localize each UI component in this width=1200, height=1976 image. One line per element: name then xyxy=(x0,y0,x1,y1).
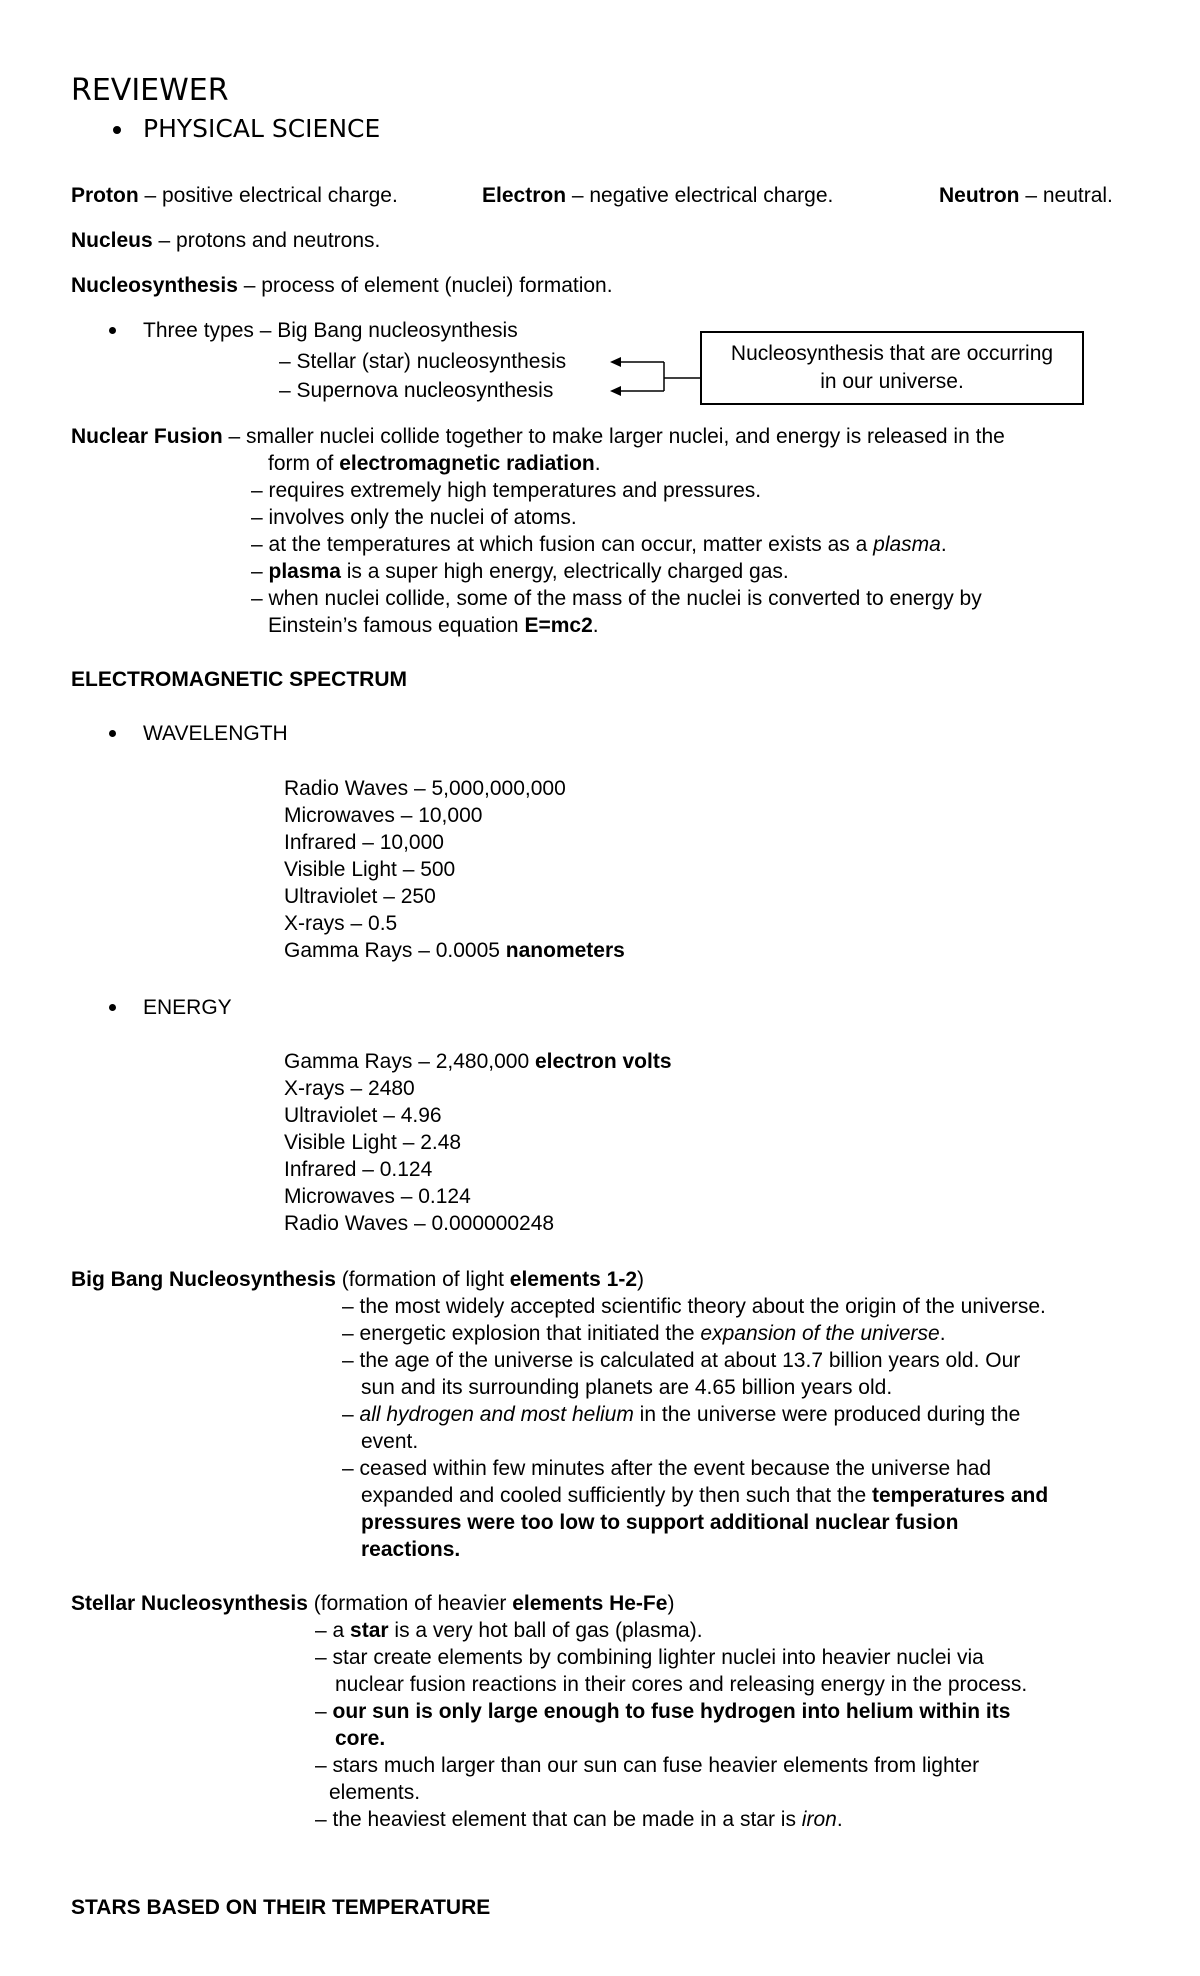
fusion-text-1: – smaller nuclei collide together to make larger nuclei, and energy is released in the xyxy=(222,425,1005,448)
bigbang-line-9: pressures were too low to support additional nuclear fusion xyxy=(361,1511,959,1534)
energy-item-first xyxy=(284,1048,672,1075)
stellar-line-8 xyxy=(315,1806,843,1833)
electron-term: Electron xyxy=(482,184,567,207)
fusion-line-8 xyxy=(268,612,599,639)
stellar-paren-a: (formation of heavier xyxy=(307,1592,513,1615)
fusion-text-5b: plasma xyxy=(873,533,941,556)
bigbang-text-5b: all hydrogen and most helium xyxy=(359,1403,634,1426)
bigbang-text-5a: – xyxy=(342,1403,360,1426)
bigbang-term: Big Bang Nucleosynthesis xyxy=(71,1268,336,1291)
types-line-stellar: – Stellar (star) nucleosynthesis xyxy=(279,350,567,373)
bigbang-line-10: reactions. xyxy=(361,1538,461,1561)
bullet-icon xyxy=(109,327,116,334)
wavelength-unit: nanometers xyxy=(505,939,625,962)
stellar-text-1c: is a very hot ball of gas (plasma). xyxy=(388,1619,703,1642)
energy-item: Ultraviolet – 4.96 xyxy=(284,1104,442,1127)
stellar-line-4 xyxy=(315,1698,1010,1725)
fusion-text-5c: . xyxy=(940,533,947,556)
fusion-text-8b: E=mc2 xyxy=(524,614,593,637)
fusion-text-2b: electromagnetic radiation xyxy=(339,452,595,475)
callout-line-2: in our universe. xyxy=(820,370,964,393)
stellar-line-1 xyxy=(315,1617,703,1644)
fusion-text-5a: – at the temperatures at which fusion can occur, matter exists as a xyxy=(251,533,874,556)
wavelength-item: Visible Light – 500 xyxy=(284,858,456,881)
wavelength-list xyxy=(284,775,625,964)
bigbang-line-2 xyxy=(342,1320,946,1347)
types-line-supernova: – Supernova nucleosynthesis xyxy=(279,379,554,402)
bullet-icon xyxy=(113,126,121,134)
nucleosynthesis-text: – process of element (nuclei) formation. xyxy=(237,274,613,297)
bigbang-text-2c: . xyxy=(939,1322,946,1345)
energy-label: ENERGY xyxy=(143,996,232,1019)
stellar-text-1b: star xyxy=(350,1619,389,1642)
bigbang-line-7: – ceased within few minutes after the event because the universe had xyxy=(342,1457,992,1480)
bigbang-line-1: – the most widely accepted scientific theory about the origin of the universe. xyxy=(342,1295,1046,1318)
nucleosynthesis-term: Nucleosynthesis xyxy=(71,274,238,297)
stellar-text-1a: – a xyxy=(315,1619,351,1642)
fusion-line-7: – when nuclei collide, some of the mass of the nuclei is converted to energy by xyxy=(251,587,982,610)
fusion-text-6b: plasma xyxy=(268,560,341,583)
bigbang-line-8 xyxy=(361,1482,1048,1509)
stellar-paren-c: ) xyxy=(667,1592,675,1615)
fusion-text-2c: . xyxy=(594,452,601,475)
proton-definition xyxy=(71,182,398,209)
energy-item: Radio Waves – 0.000000248 xyxy=(284,1212,555,1235)
callout-connector xyxy=(600,350,710,400)
stellar-text-4a: – xyxy=(315,1700,333,1723)
bullet-icon xyxy=(109,730,116,737)
fusion-line-4: – involves only the nuclei of atoms. xyxy=(251,506,577,529)
bigbang-text-5c: in the universe were produced during the xyxy=(633,1403,1021,1426)
electron-definition xyxy=(482,182,833,209)
bigbang-text-8b: temperatures and xyxy=(871,1484,1049,1507)
stellar-line-5: core. xyxy=(335,1727,386,1750)
arrow-head-supernova xyxy=(610,386,621,396)
neutron-term: Neutron xyxy=(939,184,1020,207)
proton-text: – positive electrical charge. xyxy=(138,184,398,207)
stellar-text-8a: – the heaviest element that can be made in a star is xyxy=(315,1808,802,1831)
wavelength-item: Ultraviolet – 250 xyxy=(284,885,436,908)
callout-box xyxy=(700,331,1084,405)
bigbang-line-5 xyxy=(342,1401,1020,1428)
bigbang-line-4: sun and its surrounding planets are 4.65 billion years old. xyxy=(361,1376,893,1399)
energy-item: Visible Light – 2.48 xyxy=(284,1131,462,1154)
nucleus-definition xyxy=(71,227,380,254)
wavelength-gamma: Gamma Rays – 0.0005 xyxy=(284,939,506,962)
neutron-text: – neutral. xyxy=(1019,184,1113,207)
neutron-definition xyxy=(939,182,1113,209)
stellar-line-7: elements. xyxy=(329,1781,421,1804)
fusion-text-8c: . xyxy=(592,614,599,637)
arrow-head-stellar xyxy=(610,357,621,367)
fusion-line-1 xyxy=(71,423,1005,450)
wavelength-item: X-rays – 0.5 xyxy=(284,912,398,935)
stellar-line-2: – star create elements by combining lighter nuclei into heavier nuclei via xyxy=(315,1646,984,1669)
subject-heading: PHYSICAL SCIENCE xyxy=(143,114,381,143)
stars-temperature-heading: STARS BASED ON THEIR TEMPERATURE xyxy=(71,1896,491,1919)
fusion-line-2 xyxy=(268,450,601,477)
wavelength-item: Infrared – 10,000 xyxy=(284,831,444,854)
bullet-icon xyxy=(109,1004,116,1011)
stellar-text-8c: . xyxy=(836,1808,843,1831)
energy-item: Microwaves – 0.124 xyxy=(284,1185,471,1208)
stellar-text-4b: our sun is only large enough to fuse hydrogen into helium within its xyxy=(332,1700,1011,1723)
stellar-text-8b: iron xyxy=(801,1808,837,1831)
bigbang-text-2b: expansion of the universe xyxy=(700,1322,940,1345)
bigbang-paren-c: ) xyxy=(637,1268,645,1291)
em-heading: ELECTROMAGNETIC SPECTRUM xyxy=(71,668,407,691)
energy-unit: electron volts xyxy=(534,1050,672,1073)
bigbang-heading xyxy=(71,1266,644,1293)
energy-item: X-rays – 2480 xyxy=(284,1077,415,1100)
fusion-term: Nuclear Fusion xyxy=(71,425,223,448)
nucleosynthesis-definition xyxy=(71,272,613,299)
proton-term: Proton xyxy=(71,184,139,207)
bigbang-paren-b: elements 1-2 xyxy=(509,1268,638,1291)
callout-line-1: Nucleosynthesis that are occurring xyxy=(730,342,1054,365)
bigbang-line-3: – the age of the universe is calculated at about 13.7 billion years old. Our xyxy=(342,1349,1021,1372)
fusion-text-6c: is a super high energy, electrically charged gas. xyxy=(340,560,789,583)
nucleus-text: – protons and neutrons. xyxy=(152,229,381,252)
page-title: REVIEWER xyxy=(71,73,229,108)
bigbang-text-8a: expanded and cooled sufficiently by then such that the xyxy=(361,1484,872,1507)
energy-gamma: Gamma Rays – 2,480,000 xyxy=(284,1050,535,1073)
types-line-bigbang: Three types – Big Bang nucleosynthesis xyxy=(143,319,518,342)
fusion-line-3: – requires extremely high temperatures and pressures. xyxy=(251,479,762,502)
fusion-text-2a: form of xyxy=(268,452,340,475)
bigbang-text-2a: – energetic explosion that initiated the xyxy=(342,1322,701,1345)
fusion-text-6a: – xyxy=(251,560,269,583)
wavelength-item: Microwaves – 10,000 xyxy=(284,804,483,827)
electron-text: – negative electrical charge. xyxy=(566,184,834,207)
stellar-term: Stellar Nucleosynthesis xyxy=(71,1592,308,1615)
wavelength-item: Radio Waves – 5,000,000,000 xyxy=(284,777,566,800)
fusion-line-6 xyxy=(251,558,789,585)
fusion-text-8a: Einstein’s famous equation xyxy=(268,614,525,637)
stellar-line-6: – stars much larger than our sun can fuse heavier elements from lighter xyxy=(315,1754,980,1777)
bigbang-paren-a: (formation of light xyxy=(335,1268,510,1291)
energy-item: Infrared – 0.124 xyxy=(284,1158,433,1181)
stellar-heading xyxy=(71,1590,674,1617)
energy-list xyxy=(284,1048,672,1237)
bigbang-line-6: event. xyxy=(361,1430,419,1453)
wavelength-item-last xyxy=(284,937,625,964)
stellar-paren-b: elements He-Fe xyxy=(512,1592,668,1615)
fusion-line-5 xyxy=(251,531,947,558)
wavelength-label: WAVELENGTH xyxy=(143,722,288,745)
stellar-line-3: nuclear fusion reactions in their cores and releasing energy in the process. xyxy=(335,1673,1028,1696)
nucleus-term: Nucleus xyxy=(71,229,153,252)
